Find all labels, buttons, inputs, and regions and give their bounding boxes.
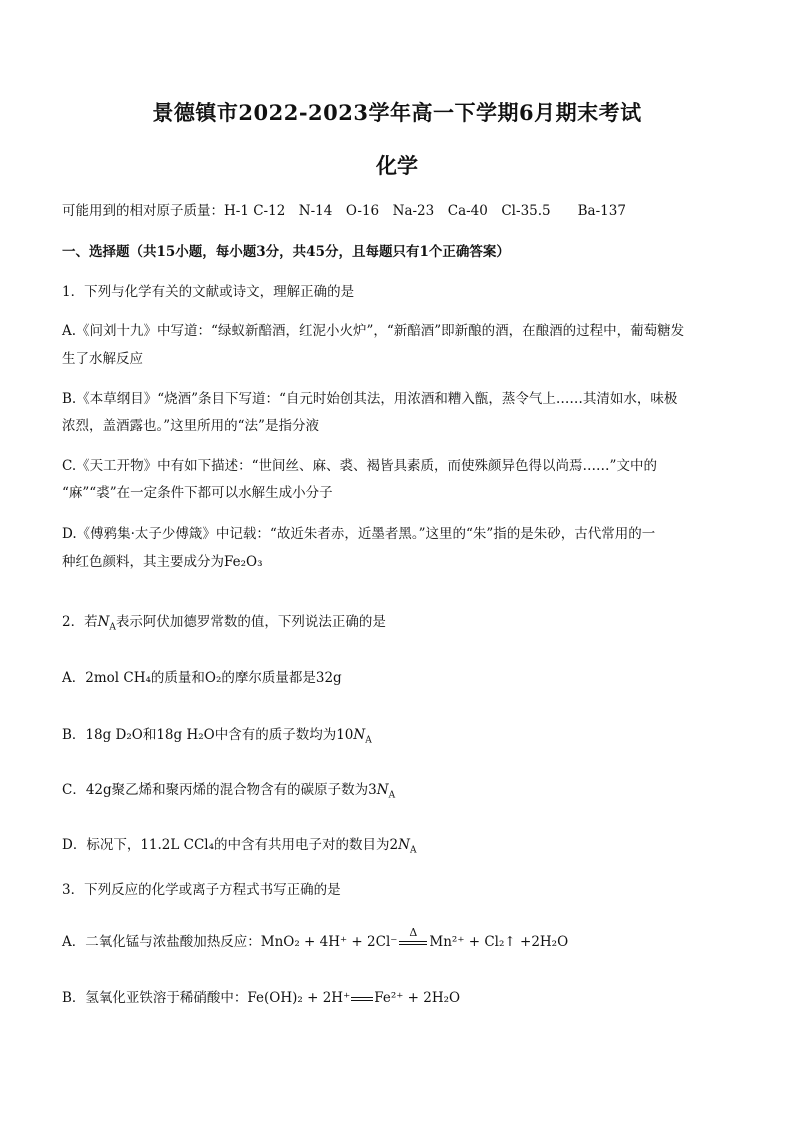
q3-option-a	[62, 925, 732, 952]
section-heading: 一、选择题（共15小题，每小题3分，共45分，且每题只有1个正确答案）	[62, 244, 510, 260]
heat-condition: Δ	[409, 925, 418, 939]
atomic-masses: 可能用到的相对原子质量：H-1 C-12 N-14 O-16 Na-23 Ca-40 Cl-35.5 Ba-137	[62, 203, 626, 219]
avogadro-symbol: N	[97, 614, 110, 630]
q1-option-a-line1: A.《问刘十九》中写道：“绿蚁新醅酒，红泥小火炉”，“新醅酒”即新酿的酒，在酿酒的过程中，葡萄糖发	[62, 323, 685, 339]
q2-option-c-text: C．42g聚乙烯和聚丙烯的混合物含有的碳原子数为3	[62, 782, 377, 798]
q1-option-d-line1: D.《傅鸦集·太子少傅箴》中记载：“故近朱者赤，近墨者黑。”这里的“朱”指的是朱砂，古代常用的一	[62, 526, 656, 542]
avogadro-symbol: N	[398, 837, 410, 853]
avogadro-subscript: A	[409, 845, 417, 856]
q2-option-a: A．2mol CH₄的质量和O₂的摩尔质量都是32g	[62, 670, 342, 686]
question-1-stem: 1．下列与化学有关的文献或诗文，理解正确的是	[62, 284, 355, 300]
question-3-stem: 3．下列反应的化学或离子方程式书写正确的是	[62, 882, 341, 898]
q1-option-b-line2: 浓烈，盖酒露也。”这里所用的“法”是指分液	[62, 418, 319, 434]
avogadro-subscript: A	[109, 622, 116, 633]
q3-a-reactants: MnO₂ + 4H⁺ + 2Cl⁻	[260, 934, 398, 950]
q2-option-b	[62, 725, 732, 745]
avogadro-subscript: A	[388, 790, 396, 801]
q3-b-reactants: Fe(OH)₂ + 2H⁺	[247, 990, 351, 1006]
q2-option-c	[62, 780, 732, 800]
exam-title: 景德镇市2022-2023学年高一下学期6月期末考试	[152, 100, 642, 125]
q3-option-a-label: A．二氧化锰与浓盐酸加热反应：	[62, 934, 261, 950]
q1-option-c-line2: “麻”“裘”在一定条件下都可以水解生成小分子	[62, 485, 333, 501]
heat-equals-sign	[399, 925, 427, 949]
q1-option-b-line1: B.《本草纲目》“烧酒”条目下写道：“自元时始创其法，用浓酒和糟入甑，蒸令气上……其清如水，味极	[62, 391, 678, 407]
q2-stem-post: 表示阿伏加德罗常数的值，下列说法正确的是	[115, 614, 386, 630]
avogadro-subscript: A	[365, 735, 372, 746]
question-2-stem	[62, 612, 732, 632]
subject-title: 化学	[376, 153, 418, 178]
q1-option-c-line1: C.《天工开物》中有如下描述：“世间丝、麻、裘、褐皆具素质，而使殊颜异色得以尚焉……”文中的	[62, 458, 657, 474]
avogadro-symbol: N	[376, 782, 389, 798]
q2-option-d-text: D．标况下，11.2L CCl₄的中含有共用电子对的数目为2	[62, 837, 399, 853]
q1-option-a-line2: 生了水解反应	[62, 351, 143, 367]
q2-option-d	[62, 835, 732, 855]
q3-option-b-label: B．氢氧化亚铁溶于稀硝酸中：	[62, 990, 248, 1006]
q3-option-b	[62, 988, 732, 1008]
q3-a-products: Mn²⁺ + Cl₂↑ +2H₂O	[429, 934, 569, 950]
q2-stem-pre: 2．若	[62, 614, 98, 630]
q3-b-products: Fe²⁺ + 2H₂O	[374, 990, 461, 1006]
avogadro-symbol: N	[353, 727, 366, 743]
q1-option-d-line2: 种红色颜料，其主要成分为Fe₂O₃	[62, 554, 263, 570]
q2-option-b-text: B．18g D₂O和18g H₂O中含有的质子数均为10	[62, 727, 354, 743]
equals-sign	[351, 993, 373, 1005]
